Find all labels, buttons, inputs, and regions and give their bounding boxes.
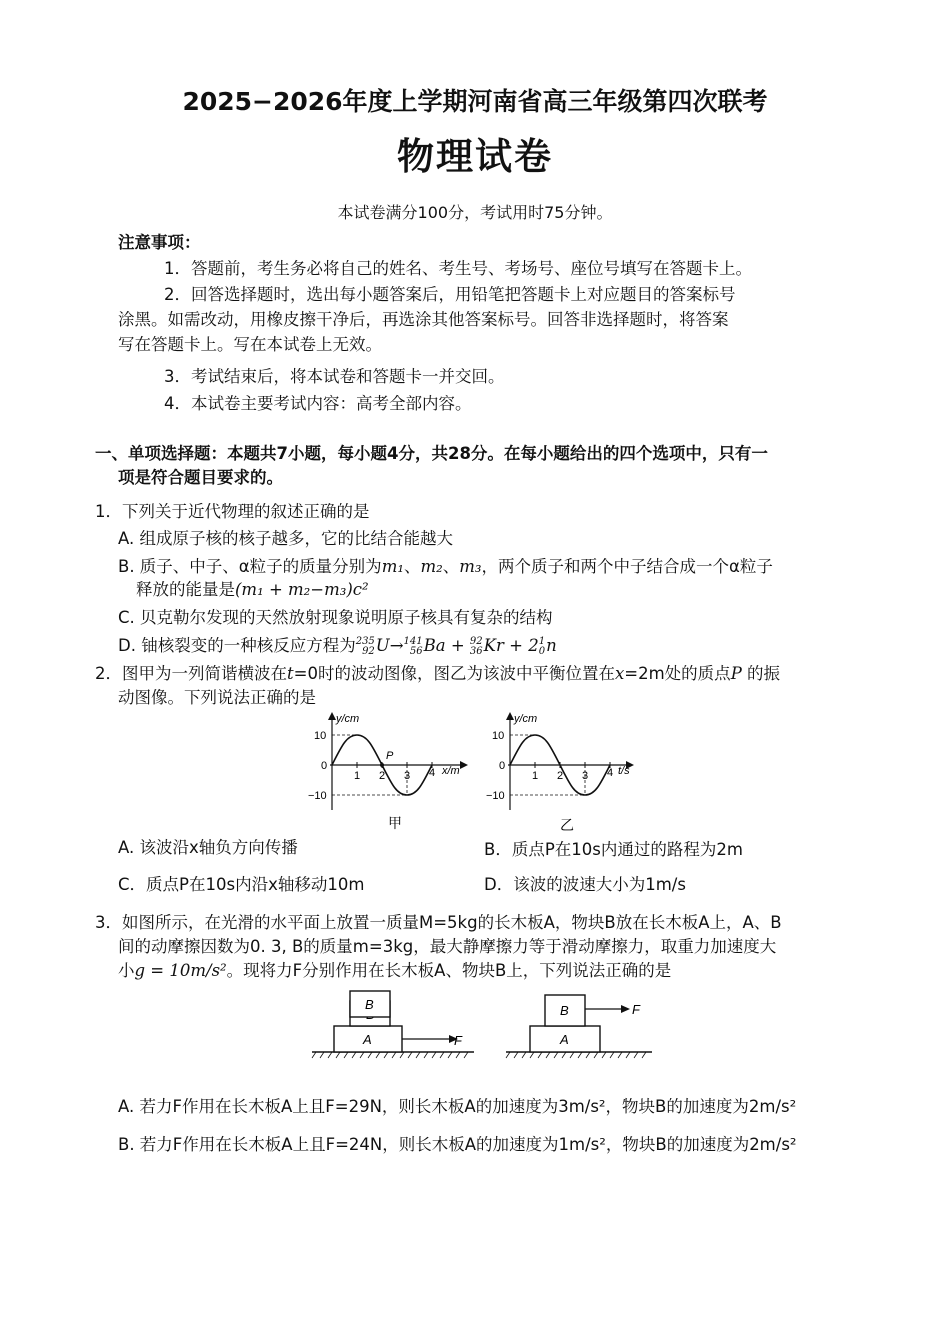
q1-option-c: C. 贝克勒尔发现的天然放射现象说明原子核具有复杂的结构 — [118, 608, 553, 627]
wave-graph-jia — [300, 710, 480, 835]
q1-stem: 1．下列关于近代物理的叙述正确的是 — [95, 502, 370, 521]
q2-option-a: A. 该波沿x轴负方向传播 — [118, 838, 298, 857]
section1-heading-line2: 项是符合题目要求的。 — [118, 468, 283, 487]
fission-equation: 235 92U→141 56Ba + 92 36Kr + 21 0n — [355, 635, 557, 657]
q1-option-a: A. 组成原子核的核子越多，它的比结合能越大 — [118, 529, 453, 548]
note-2-line3: 写在答题卡上。写在本试卷上无效。 — [118, 335, 382, 354]
jia-xtick-4: 4 — [429, 767, 436, 779]
yi-xtick-3: 3 — [582, 770, 589, 782]
yi-ylabel: y/cm — [514, 713, 538, 725]
q2-option-c: C．质点P在10s内沿x轴移动10m — [118, 875, 365, 894]
section1-heading-line1: 一、单项选择题：本题共7小题，每小题4分，共28分。在每小题给出的四个选项中，只有一 — [95, 444, 768, 463]
note-4: 4．本试卷主要考试内容：高考全部内容。 — [164, 394, 472, 413]
svg-text:F: F — [632, 1002, 640, 1017]
note-3: 3．考试结束后，将本试卷和答题卡一并交回。 — [164, 367, 505, 386]
g-equation: g = 10m/s² — [134, 961, 227, 980]
exam-title-subject: 物理试卷 — [397, 135, 553, 178]
q2-option-b: B．质点P在10s内通过的路程为2m — [484, 840, 743, 859]
vibration-graph-yi — [478, 710, 648, 835]
svg-text:A: A — [560, 1032, 569, 1047]
q3-option-a: A. 若力F作用在长木板A上且F=29N，则长木板A的加速度为3m/s²，物块B的加速度为2m/s² — [118, 1097, 797, 1116]
jia-caption: 甲 — [388, 815, 402, 831]
q3-option-b: B. 若力F作用在长木板A上且F=24N，则长木板A的加速度为1m/s²，物块B的加速度为2m/s² — [118, 1135, 797, 1154]
q3-stem-line3: 小g = 10m/s²。现将力F分别作用在长木板A、物块B上，下列说法正确的是 — [118, 961, 672, 980]
jia-xtick-1: 1 — [354, 770, 361, 782]
q1-option-d: D. 铀核裂变的一种核反应方程为235 92U→141 56Ba + 92 36Kr + 21 0n — [118, 635, 557, 657]
q3-stem-line1: 3．如图所示，在光滑的水平面上放置一质量M=5kg的长木板A，物块B放在长木板A上，A、B — [95, 913, 782, 932]
yi-ytick-zero: 0 — [499, 760, 506, 772]
q3-figure-force-on-b — [502, 990, 662, 1065]
q2-stem-line2: 动图像。下列说法正确的是 — [118, 688, 316, 707]
q2-stem-line1: 2．图甲为一列简谐横波在t=0时的波动图像，图乙为该波中平衡位置在x=2m处的质点P 的振 — [95, 664, 781, 683]
exam-intro: 本试卷满分100分，考试用时75分钟。 — [337, 203, 613, 222]
svg-text:B: B — [365, 997, 374, 1012]
q1-energy-expr: (m₁ + m₂−m₃)c² — [235, 580, 369, 599]
q1-option-b-line1: B. 质子、中子、α粒子的质量分别为m₁、m₂、m₃，两个质子和两个中子结合成一个α粒子 — [118, 557, 773, 576]
q1-option-b-line2: 释放的能量是(m₁ + m₂−m₃)c² — [136, 580, 369, 599]
jia-xlabel: x/m — [442, 765, 460, 777]
note-2-line2: 涂黑。如需改动，用橡皮擦干净后，再选涂其他答案标号。回答非选择题时，将答案 — [118, 310, 729, 329]
jia-ytick-zero: 0 — [321, 760, 328, 772]
note-1: 1．答题前，考生务必将自己的姓名、考生号、考场号、座位号填写在答题卡上。 — [164, 259, 752, 278]
jia-ylabel: y/cm — [336, 713, 360, 725]
q3-figure-force-on-a — [308, 1015, 478, 1065]
svg-text:B: B — [560, 1003, 569, 1018]
notes-heading: 注意事项： — [118, 233, 201, 252]
jia-xtick-2: 2 — [379, 770, 386, 782]
yi-ytick-top: 10 — [492, 730, 505, 742]
jia-ytick-bottom: −10 — [308, 790, 327, 802]
jia-ytick-top: 10 — [314, 730, 327, 742]
q3-stem-line2: 间的动摩擦因数为0. 3, B的质量m=3kg，最大静摩擦力等于滑动摩擦力，取重力加速度大 — [118, 937, 777, 956]
yi-xtick-2: 2 — [557, 770, 564, 782]
label-f: F — [454, 1033, 462, 1048]
note-2-line1: 2．回答选择题时，选出每小题答案后，用铅笔把答题卡上对应题目的答案标号 — [164, 285, 736, 304]
yi-xlabel: t/s — [618, 765, 630, 777]
label-a: A — [363, 1032, 372, 1047]
jia-point-p: P — [386, 750, 394, 762]
yi-ytick-bottom: −10 — [486, 790, 505, 802]
q2-option-d: D．该波的波速大小为1m/s — [484, 875, 686, 894]
yi-xtick-1: 1 — [532, 770, 539, 782]
jia-xtick-3: 3 — [404, 770, 411, 782]
yi-xtick-4: 4 — [607, 767, 614, 779]
yi-caption: 乙 — [560, 817, 574, 833]
exam-title-line1: 2025−2026年度上学期河南省高三年级第四次联考 — [182, 87, 768, 116]
q3-figure-left-top — [308, 990, 478, 1020]
